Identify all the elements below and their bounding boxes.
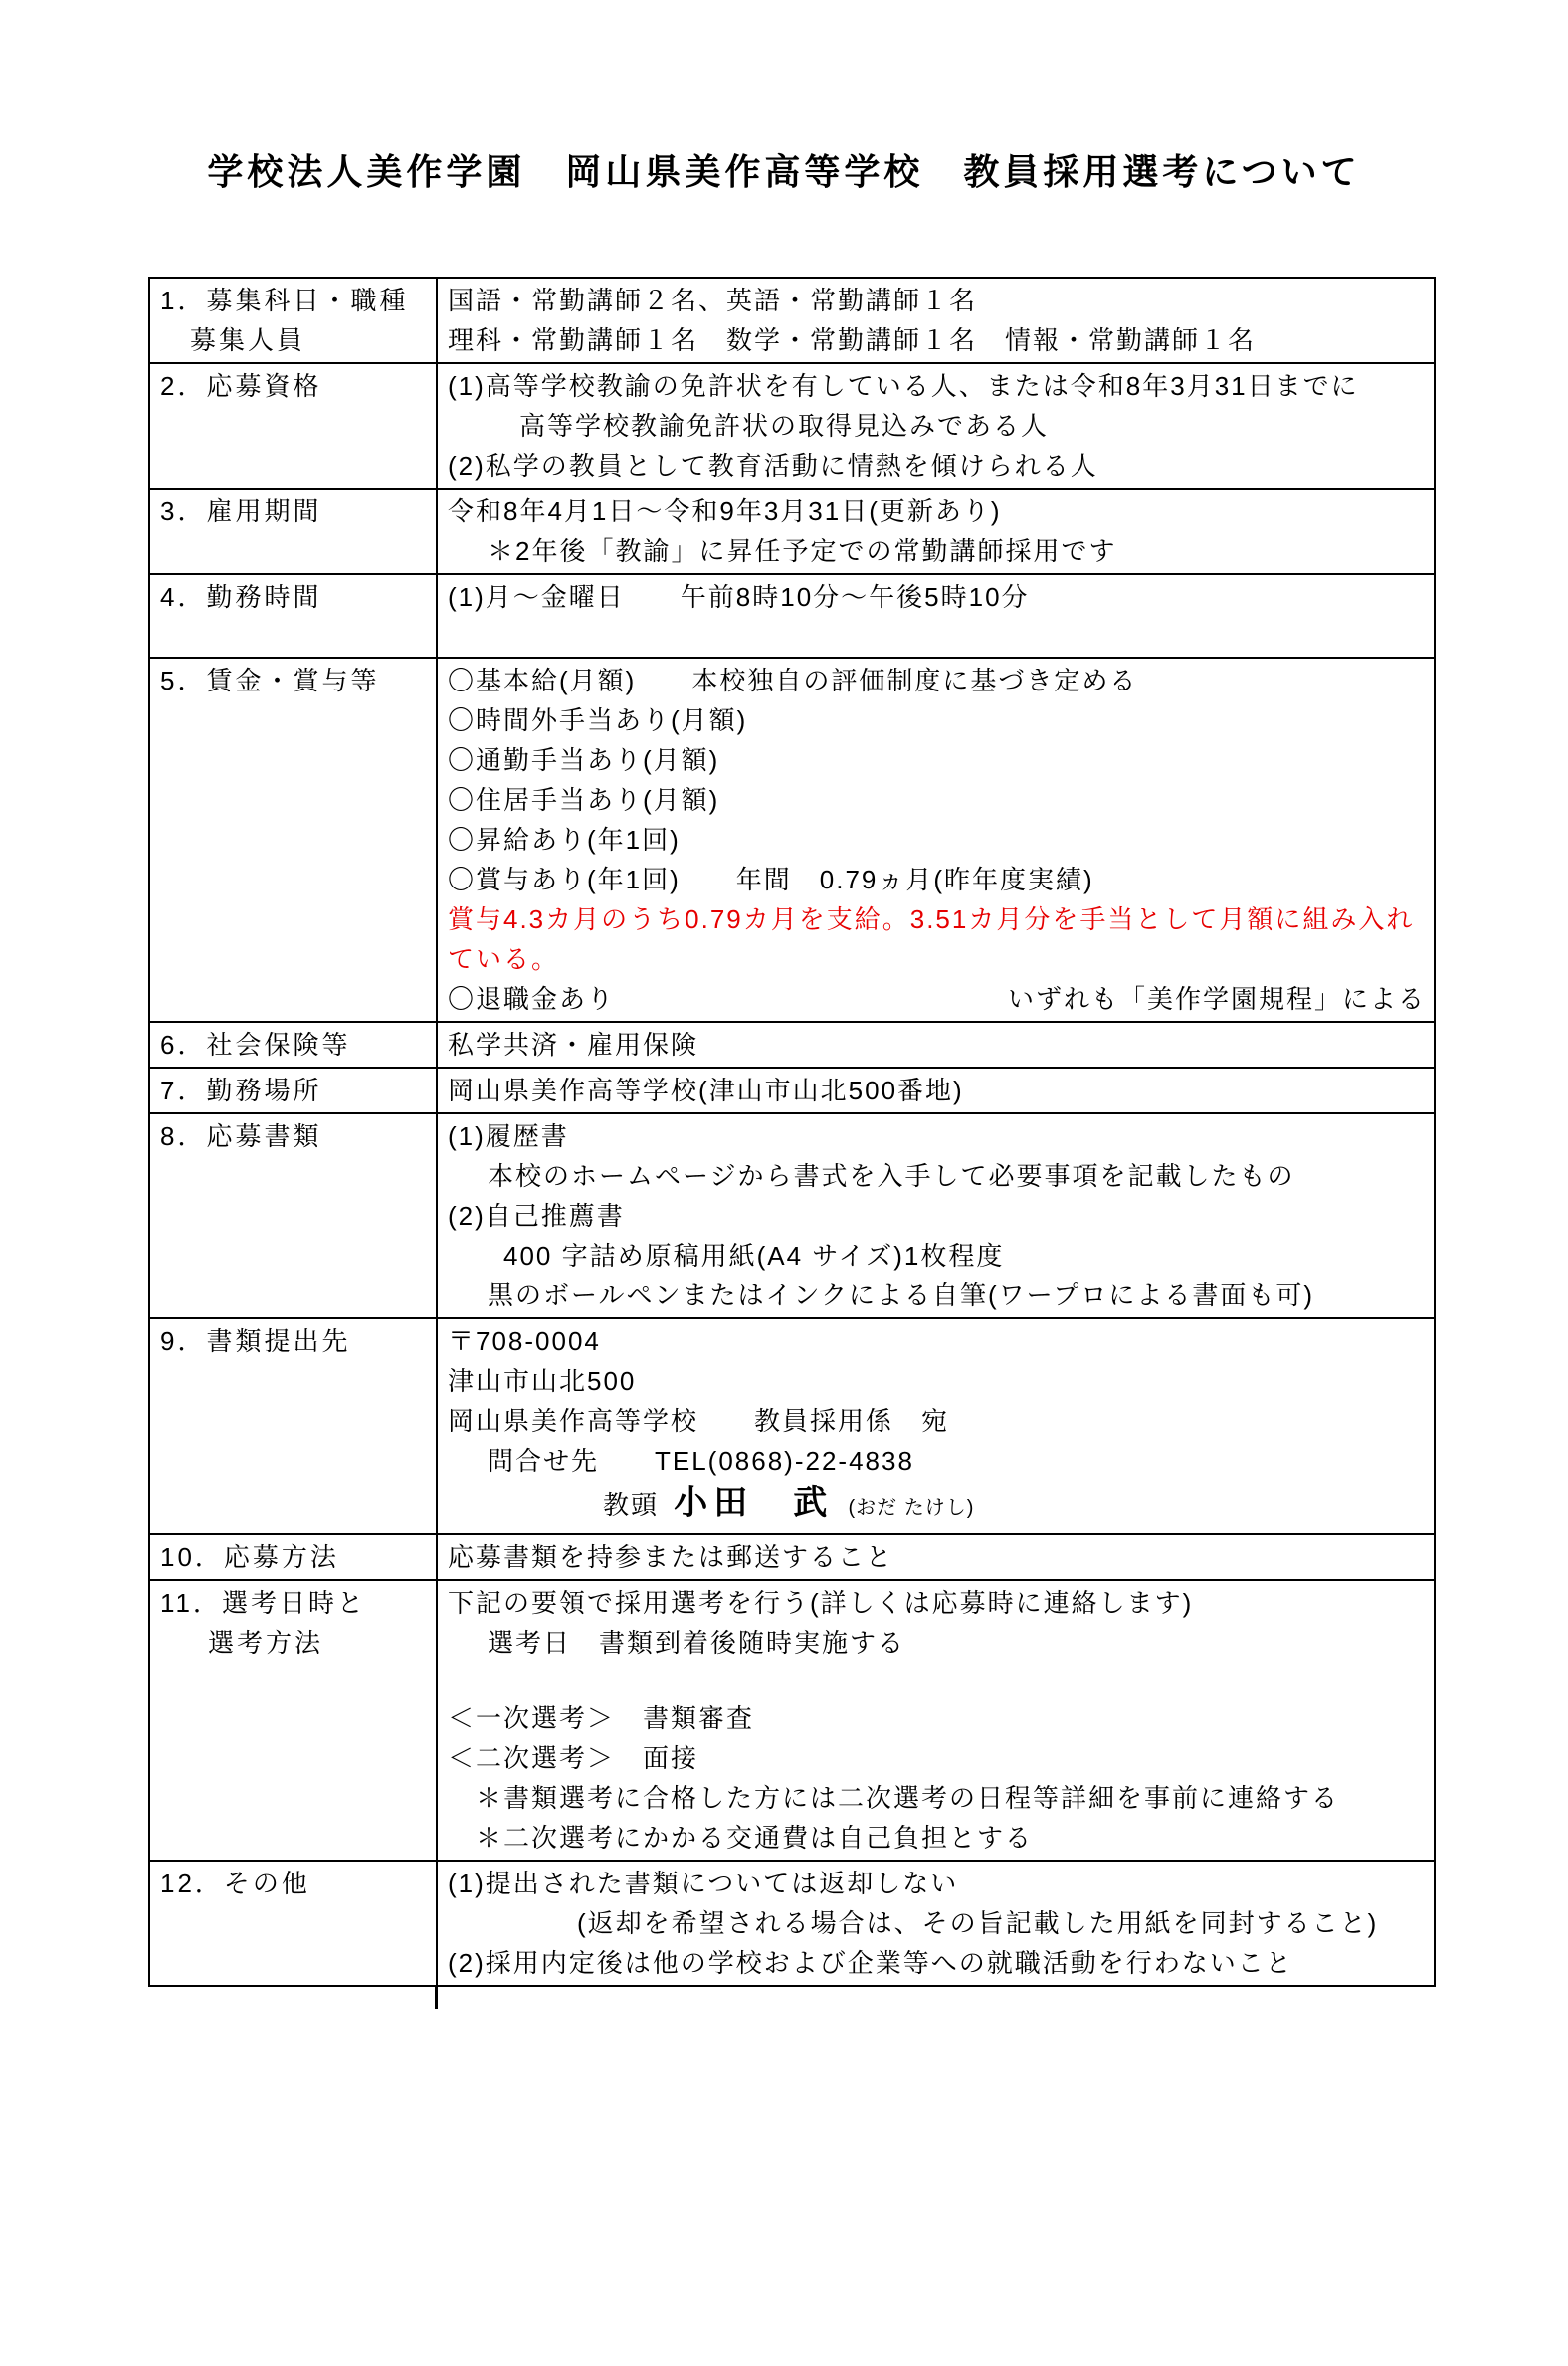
row-content — [437, 363, 1435, 489]
row-label — [149, 1113, 437, 1318]
row-label-line: 8．応募書類 — [160, 1121, 322, 1151]
content-line: 〇住居手当あり(月額) — [448, 785, 720, 815]
row-content — [437, 1113, 1435, 1318]
table-row — [149, 1580, 1435, 1861]
row-label — [149, 489, 437, 574]
document-page — [0, 147, 1568, 2366]
row-content — [437, 1534, 1435, 1580]
row-label — [149, 1068, 437, 1113]
row-label-line: 12．その他 — [160, 1869, 310, 1898]
content-line: (1)履歴書 — [448, 1121, 569, 1151]
content-line: 理科・常勤講師１名 数学・常勤講師１名 情報・常勤講師１名 — [448, 325, 1257, 355]
content-line: (1)提出された書類については返却しない — [448, 1869, 959, 1898]
content-line: ＊2年後「教諭」に昇任予定での常勤講師採用です — [488, 536, 1117, 566]
recruitment-table-wrap — [148, 277, 1436, 1987]
row-label-line: 10．応募方法 — [160, 1542, 339, 1572]
row-label — [149, 1318, 437, 1534]
red-note-line-2: ている。 — [448, 944, 560, 974]
blank-line — [448, 1663, 1426, 1698]
row-label-line: 4．勤務時間 — [160, 582, 322, 612]
table-row — [149, 1068, 1435, 1113]
red-note-line-1: 賞与4.3カ月のうち0.79カ月を支給。3.51カ月分を手当として月額に組み入れ — [448, 904, 1415, 934]
content-line: 私学共済・雇用保険 — [448, 1030, 699, 1060]
recruitment-table — [148, 277, 1436, 1987]
addressee-line: 岡山県美作高等学校 教員採用係 宛 — [448, 1406, 950, 1436]
content-line: 令和8年4月1日～令和9年3月31日(更新あり) — [448, 496, 1002, 526]
row-label — [149, 574, 437, 658]
row-label-line: 2．応募資格 — [160, 371, 322, 401]
content-line: 〇通勤手当あり(月額) — [448, 745, 720, 775]
content-line: (2)私学の教員として教育活動に情熱を傾けられる人 — [448, 451, 1098, 481]
row-content — [437, 1861, 1435, 1986]
row-label-line: 6．社会保険等 — [160, 1030, 351, 1060]
content-line: 〇基本給(月額) 本校独自の評価制度に基づき定める — [448, 666, 1138, 695]
row-label-line: 1．募集科目・職種 — [160, 286, 409, 315]
retirement-left: 〇退職金あり — [448, 984, 616, 1014]
row-content — [437, 278, 1435, 363]
content-line: 岡山県美作高等学校(津山市山北500番地) — [448, 1076, 964, 1105]
content-line: 下記の要領で採用選考を行う(詳しくは応募時に連絡します) — [448, 1588, 1194, 1618]
table-row — [149, 278, 1435, 363]
row-label-line: 選考方法 — [208, 1628, 324, 1658]
content-line: 400 字詰め原稿用紙(A4 サイズ)1枚程度 — [503, 1241, 1005, 1271]
table-row — [149, 658, 1435, 1022]
table-row — [149, 1022, 1435, 1068]
row-label-line: 11．選考日時と — [160, 1588, 366, 1618]
content-line: 黒のボールペンまたはインクによる自筆(ワープロによる書面も可) — [488, 1281, 1314, 1310]
postal-code: 〒708-0004 — [448, 1326, 601, 1356]
content-line: 〇昇給あり(年1回) — [448, 825, 681, 855]
row-content — [437, 1068, 1435, 1113]
contact-name: 小田 武 — [674, 1484, 834, 1522]
content-line: 国語・常勤講師２名、英語・常勤講師１名 — [448, 286, 978, 315]
content-line: (2)採用内定後は他の学校および企業等への就職活動を行わないこと — [448, 1948, 1293, 1978]
row-label-line: 7．勤務場所 — [160, 1076, 322, 1105]
second-screening-line: ＜二次選考＞ 面接 — [448, 1743, 699, 1773]
row-label — [149, 1534, 437, 1580]
table-row — [149, 1534, 1435, 1580]
row-label-line: 募集人員 — [190, 325, 306, 355]
table-row — [149, 1861, 1435, 1986]
content-line: 選考日 書類到着後随時実施する — [488, 1628, 906, 1658]
content-line: 〇賞与あり(年1回) 年間 0.79ヵ月(昨年度実績) — [448, 865, 1094, 894]
page-title: 学校法人美作学園 岡山県美作高等学校 教員採用選考について — [207, 151, 1361, 192]
row-label — [149, 1022, 437, 1068]
row-label — [149, 658, 437, 1022]
regulation-note: いずれも「美作学園規程」による — [1007, 984, 1426, 1014]
row-label — [149, 1861, 437, 1986]
contact-person-line — [448, 1480, 1426, 1531]
row-content — [437, 658, 1435, 1022]
first-screening-line: ＜一次選考＞ 書類審査 — [448, 1703, 755, 1733]
phone-line: 問合せ先 TEL(0868)-22-4838 — [488, 1446, 914, 1476]
row-content — [437, 1318, 1435, 1534]
table-row — [149, 1318, 1435, 1534]
table-row — [149, 574, 1435, 658]
row-label-line: 5．賃金・賞与等 — [160, 666, 380, 695]
content-line: 〇時間外手当あり(月額) — [448, 705, 748, 735]
row-label-line: 9．書類提出先 — [160, 1326, 351, 1356]
address-line: 津山市山北500 — [448, 1366, 637, 1396]
content-line: ＊書類選考に合格した方には二次選考の日程等詳細を事前に連絡する — [476, 1783, 1340, 1813]
row-content — [437, 574, 1435, 658]
row-label — [149, 1580, 437, 1861]
contact-name-reading: (おだ たけし) — [848, 1497, 975, 1519]
contact-title: 教頭 — [603, 1490, 660, 1520]
content-line: (返却を希望される場合は、その旨記載した用紙を同封すること) — [577, 1908, 1379, 1938]
content-line: 高等学校教諭免許状の取得見込みである人 — [519, 411, 1050, 441]
row-label-line: 3．雇用期間 — [160, 496, 322, 526]
content-line: 本校のホームページから書式を入手して必要事項を記載したもの — [488, 1161, 1295, 1191]
row-label — [149, 278, 437, 363]
content-line: ＊二次選考にかかる交通費は自己負担とする — [476, 1823, 1034, 1853]
row-content — [437, 1580, 1435, 1861]
content-line: (1)月～金曜日 午前8時10分～午後5時10分 — [448, 582, 1030, 612]
content-line: 応募書類を持参または郵送すること — [448, 1542, 894, 1572]
table-row — [149, 363, 1435, 489]
row-content — [437, 1022, 1435, 1068]
table-row — [149, 1113, 1435, 1318]
content-line: (2)自己推薦書 — [448, 1201, 625, 1231]
row-label — [149, 363, 437, 489]
column-divider-tail — [435, 1987, 438, 2009]
row-content — [437, 489, 1435, 574]
table-row — [149, 489, 1435, 574]
retirement-line — [448, 979, 1426, 1019]
content-line: (1)高等学校教諭の免許状を有している人、または令和8年3月31日までに — [448, 371, 1359, 401]
